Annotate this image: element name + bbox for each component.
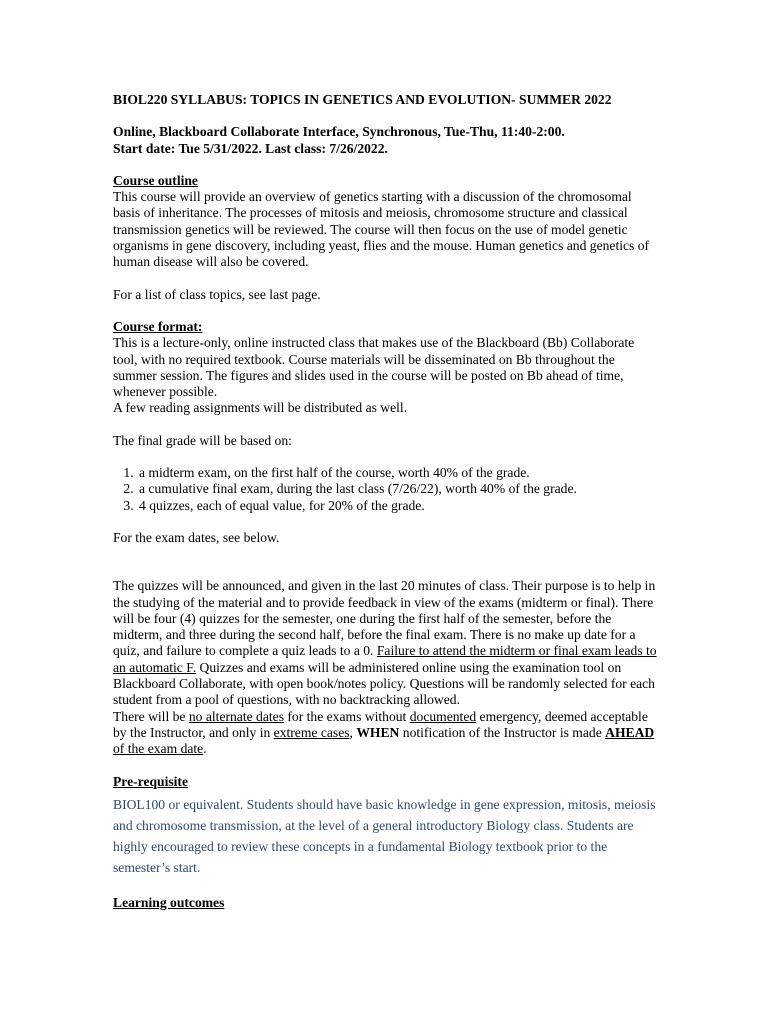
extreme-cases-emphasis: extreme cases — [273, 724, 350, 740]
grade-intro: The final grade will be based on: — [113, 432, 292, 448]
quizzes-paragraph — [113, 578, 658, 708]
grade-item: 1. a midterm exam, on the first half of the course, worth 40% of the grade. — [137, 465, 658, 481]
syllabus-title: BIOL220 SYLLABUS: TOPICS IN GENETICS AND EVOLUTION- SUMMER 2022 — [113, 92, 612, 107]
quizzes-text-a: The quizzes will be announced, and given in the last 20 minutes of class. Their purpose is to help in the studying of the material and to provide feedback in view of the exams (midterm or final). There will be four (4) quizzes for the semester, one during the first half of the semester, before the midterm, and three during the second half, before the final exam. There is no make up date for a quiz, and failure to complete a quiz leads to a 0. — [113, 578, 656, 659]
schedule-line-2: Start date: Tue 5/31/2022. Last class: 7/26/2022. — [113, 140, 388, 156]
documented-emphasis: documented — [409, 708, 477, 724]
course-outline-heading: Course outline — [113, 172, 198, 188]
exam-dates-note: For the exam dates, see below. — [113, 529, 280, 545]
grade-item: 2. a cumulative final exam, during the last class (7/26/22), worth 40% of the grade. — [137, 481, 658, 497]
reading-note: A few reading assignments will be distributed as well. — [113, 400, 408, 416]
course-format-body: This is a lecture-only, online instructed class that makes use of the Blackboard (Bb) Collaborate tool, with no required textbook. Course materials will be disseminated on Bb throughout the summer session. The figures and slides used in the course will be posted on Bb ahead of time, whenever possible. — [113, 335, 635, 400]
alt-text: of the exam date — [113, 741, 204, 757]
no-alternate-dates: no alternate dates — [188, 708, 284, 724]
grade-item: 3. 4 quizzes, each of equal value, for 20% of the grade. — [137, 498, 658, 514]
course-outline-body: This course will provide an overview of genetics starting with a discussion of the chromosomal basis of inheritance. The processes of mitosis and meiosis, chromosome structure and classical transmission genetics will be reviewed. The course will then focus on the use of model genetic organisms in gene discovery, including yeast, flies and the mouse. Human genetics and genetics of human disease will also be covered. — [113, 189, 650, 270]
grade-list — [113, 465, 658, 514]
alternate-dates-paragraph — [113, 709, 658, 758]
syllabus-page — [113, 92, 658, 911]
when-emphasis: WHEN — [356, 724, 400, 740]
course-format-heading: Course format: — [113, 318, 203, 334]
prerequisite-body: BIOL100 or equivalent. Students should have basic knowledge in gene expression, mitosis, meiosis and chromosome transmission, at the level of a general introductory Biology class. Students are highly encouraged to review these concepts in a fundamental Biology textbook prior to the semester’s start. — [113, 796, 656, 876]
alt-text: notification of the Instructor is made — [399, 724, 606, 740]
automatic-f-warning: Failure to attend the midterm or final exam leads to an automatic F. — [113, 643, 657, 675]
alt-text: . — [203, 741, 207, 757]
prerequisite-heading: Pre-requisite — [113, 773, 188, 789]
ahead-emphasis: AHEAD — [605, 724, 655, 740]
topics-note: For a list of class topics, see last page. — [113, 286, 321, 302]
schedule-block — [113, 124, 658, 157]
alt-text: for the exams without — [284, 708, 410, 724]
alt-text: , — [349, 724, 357, 740]
quizzes-text-b: Quizzes and exams will be administered online using the examination tool on Blackboard Collaborate, with open book/notes policy. Questions will be randomly selected for each student from a pool of questions, with no backtracking allowed. — [113, 659, 655, 708]
learning-outcomes-heading: Learning outcomes — [113, 894, 225, 910]
schedule-line-1: Online, Blackboard Collaborate Interface, Synchronous, Tue-Thu, 11:40-2:00. — [113, 124, 565, 140]
alt-text: emergency, deemed acceptable by the Instructor, and only in — [113, 708, 648, 740]
alt-text: There will be — [113, 708, 189, 724]
